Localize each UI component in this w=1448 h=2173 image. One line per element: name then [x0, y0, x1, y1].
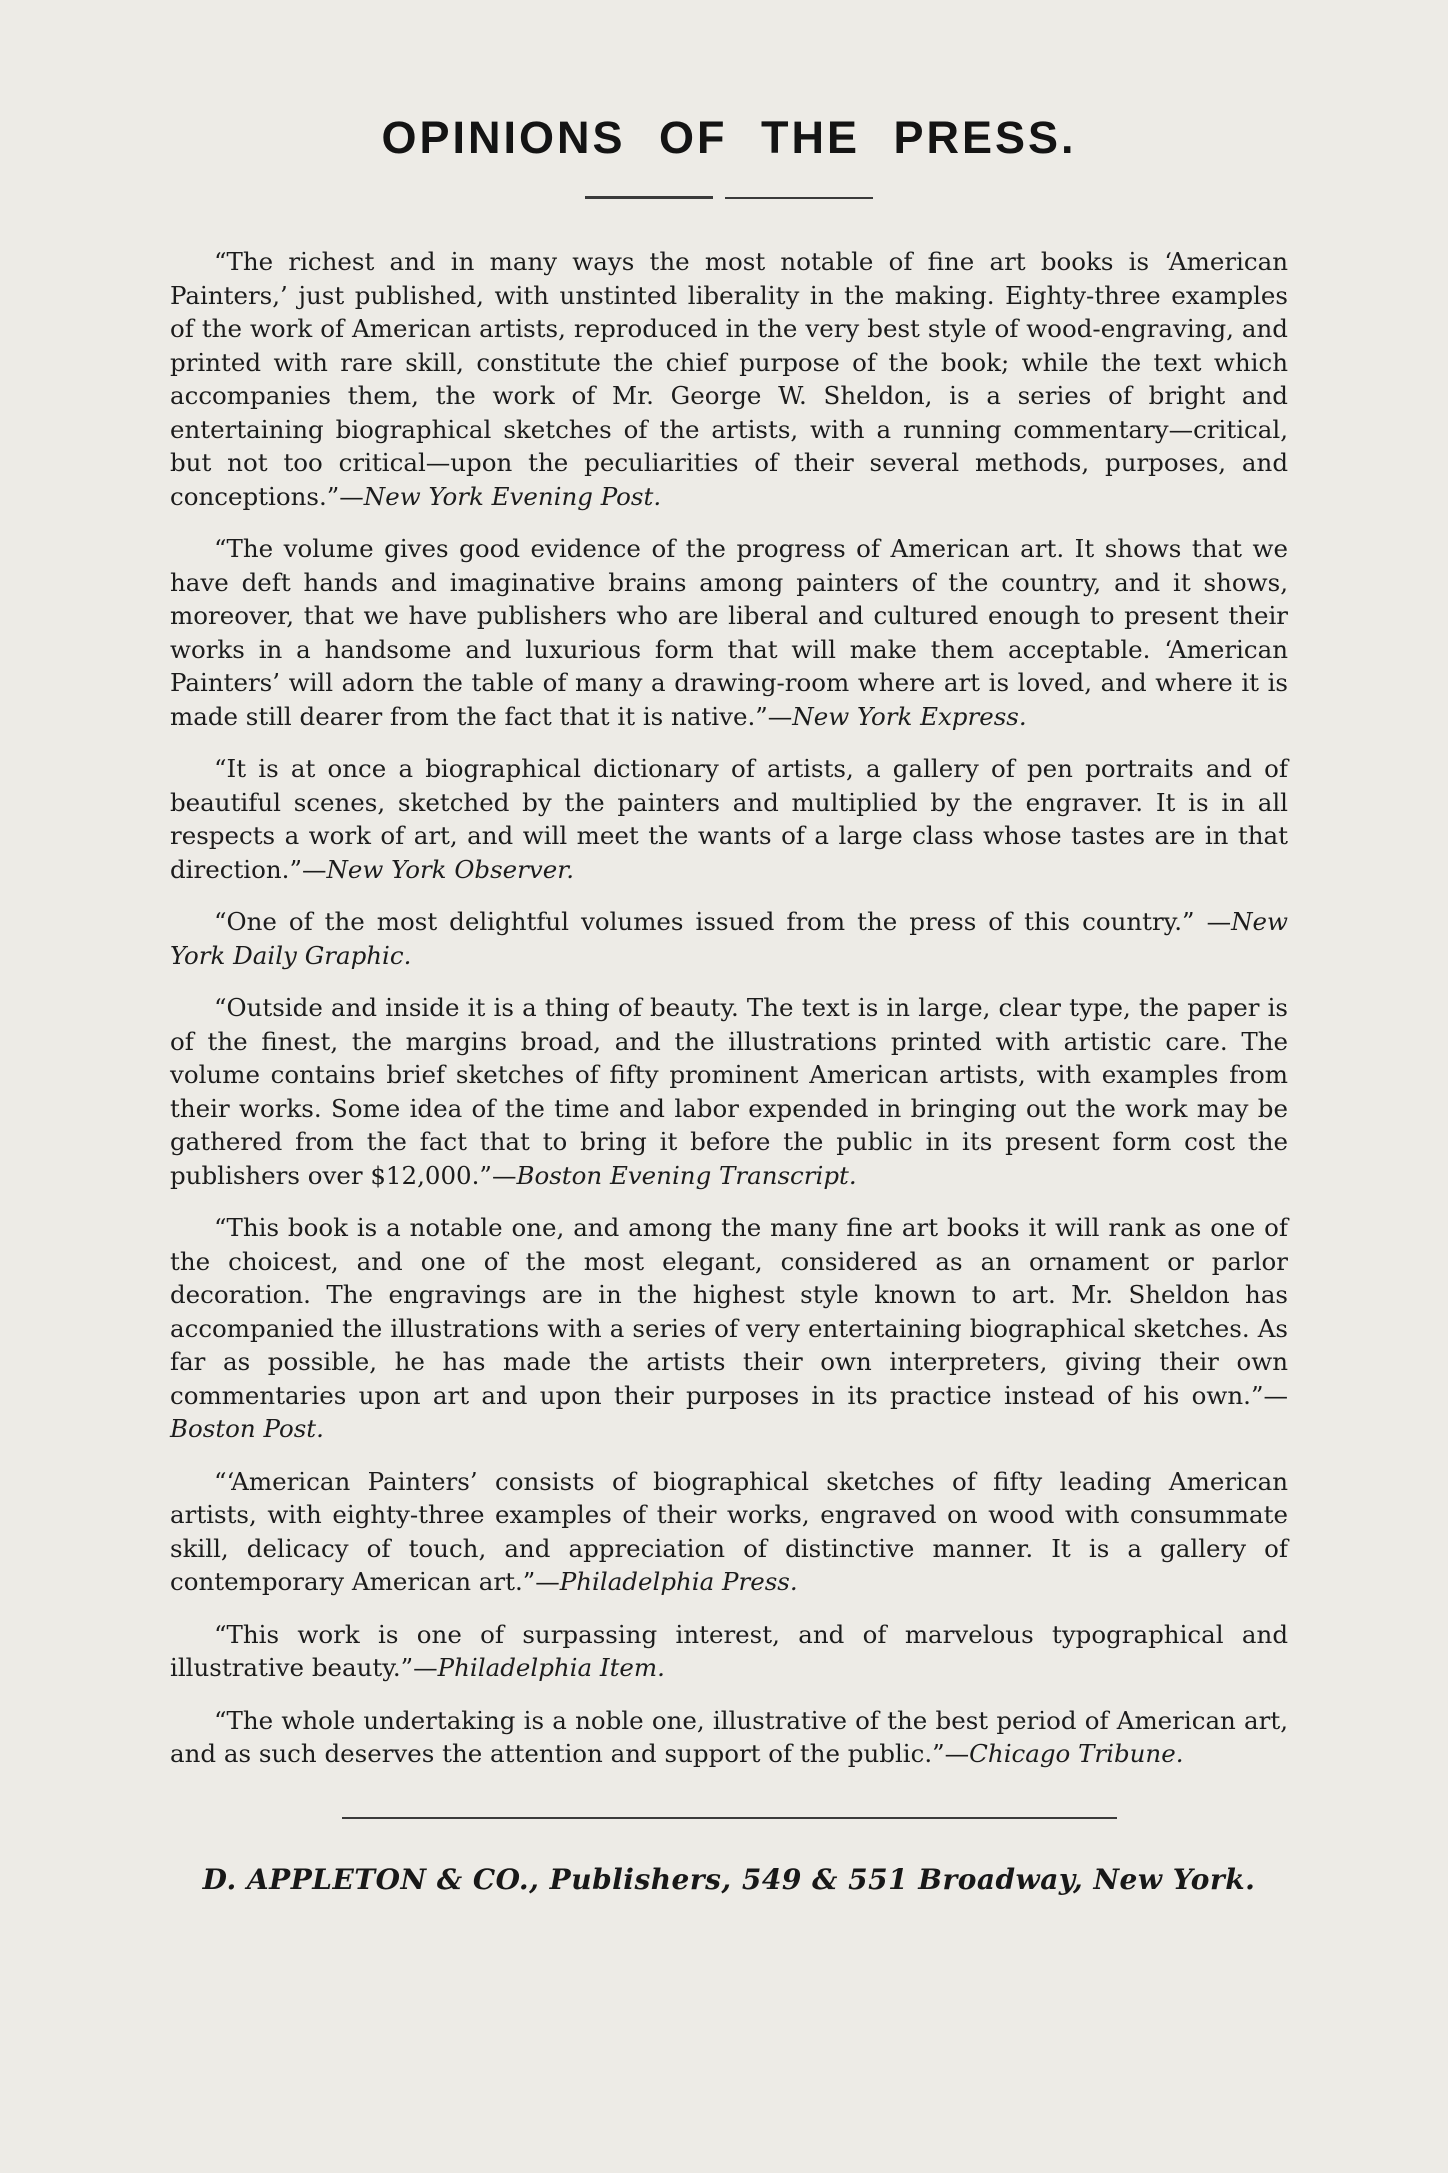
opinion-source-citation: Boston Evening Transcript.	[516, 1160, 857, 1190]
press-opinions-list	[170, 245, 1288, 1771]
opinion-quote-text: “The volume gives good evidence of the progress of American art. It shows that we have deft hands and imaginative brains among painters of the country, and it shows, moreover, that we have publishers who are liberal and cultured enough to present their works in a handsome and luxurious form that will make them acceptable. ‘American Painters’ will adorn the table of many a drawing-room where art is loved, and where it is made still dearer from the fact that it is native.”—	[170, 534, 1288, 731]
opinion-source-citation: Philadelphia Press.	[559, 1567, 798, 1596]
opinion-source-citation: New York Express.	[792, 701, 1027, 731]
press-opinion-paragraph	[170, 991, 1288, 1192]
divider-segment	[725, 197, 873, 199]
press-opinion-paragraph	[170, 245, 1288, 513]
publisher-imprint: D. APPLETON & CO., Publishers, 549 & 551 Broadway, New York.	[202, 1862, 1256, 1896]
title-divider	[170, 196, 1288, 199]
page-title: OPINIONS OF THE PRESS.	[381, 112, 1077, 163]
footer-divider	[342, 1817, 1117, 1819]
opinion-source-citation: Boston Post.	[170, 1414, 324, 1443]
opinion-source-citation: New York Evening Post.	[363, 481, 662, 511]
press-opinion-paragraph	[170, 905, 1288, 972]
press-opinion-paragraph	[170, 1618, 1288, 1685]
divider-segment	[585, 196, 713, 199]
opinion-source-citation: New York Observer.	[326, 854, 575, 884]
opinion-quote-text: “‘American Painters’ consists of biographical sketches of fifty leading American artists, with eighty-three examples of their works, engraved on wood with consummate skill, delicacy of touch, and appreciation of distinctive manner. It is a gallery of contemporary American art.”—	[170, 1466, 1288, 1596]
opinion-quote-text: “Outside and inside it is a thing of beauty. The text is in large, clear type, the paper is of the finest, the margins broad, and the illustrations printed with artistic care. The volume contains brief sketches of fifty prominent American artists, with examples from their works. Some idea of the time and labor expended in bringing out the work may be gathered from the fact that to bring it before the public in its present form cost the publishers over $12,000.”—	[170, 993, 1288, 1190]
opinion-source-citation: Philadelphia Item.	[437, 1653, 665, 1682]
opinion-source-citation: New York Daily Graphic.	[170, 907, 1288, 970]
opinion-quote-text: “The richest and in many ways the most notable of fine art books is ‘American Painters,’ just published, with unstinted liberality in the making. Eighty-three examples of the work of American artists, reproduced in the very best style of wood-engraving, and printed with rare skill, constitute the chief purpose of the book; while the text which accompanies them, the work of Mr. George W. Sheldon, is a series of bright and entertaining biographical sketches of the artists, with a running commentary—critical, but not too critical—upon the peculiarities of their several methods, purposes, and conceptions.”—	[170, 247, 1288, 511]
opinion-quote-text: “This book is a notable one, and among the many fine art books it will rank as one of the choicest, and one of the most elegant, considered as an ornament or parlor decoration. The engravings are in the highest style known to art. Mr. Sheldon has accompanied the illustrations with a series of very entertaining biographical sketches. As far as possible, he has made the artists their own interpreters, giving their own commentaries upon art and upon their purposes in its practice instead of his own.”—	[170, 1213, 1288, 1410]
opinion-quote-text: “This work is one of surpassing interest, and of marvelous typographical and illustrative beauty.”—	[170, 1619, 1288, 1682]
opinion-quote-text: “The whole undertaking is a noble one, illustrative of the best period of American art, and as such deserves the attention and support of the public.”—	[170, 1705, 1288, 1768]
opinion-quote-text: “It is at once a biographical dictionary of artists, a gallery of pen portraits and of beautiful scenes, sketched by the painters and multiplied by the engraver. It is in all respects a work of art, and will meet the wants of a large class whose tastes are in that direction.”—	[170, 754, 1288, 884]
press-opinion-paragraph	[170, 532, 1288, 733]
press-opinion-paragraph	[170, 1704, 1288, 1771]
opinion-source-citation: Chicago Tribune.	[969, 1739, 1184, 1768]
press-opinion-paragraph	[170, 752, 1288, 886]
opinion-quote-text: “One of the most delightful volumes issued from the press of this country.” —	[214, 907, 1232, 936]
press-opinion-paragraph	[170, 1465, 1288, 1599]
press-opinion-paragraph	[170, 1211, 1288, 1446]
